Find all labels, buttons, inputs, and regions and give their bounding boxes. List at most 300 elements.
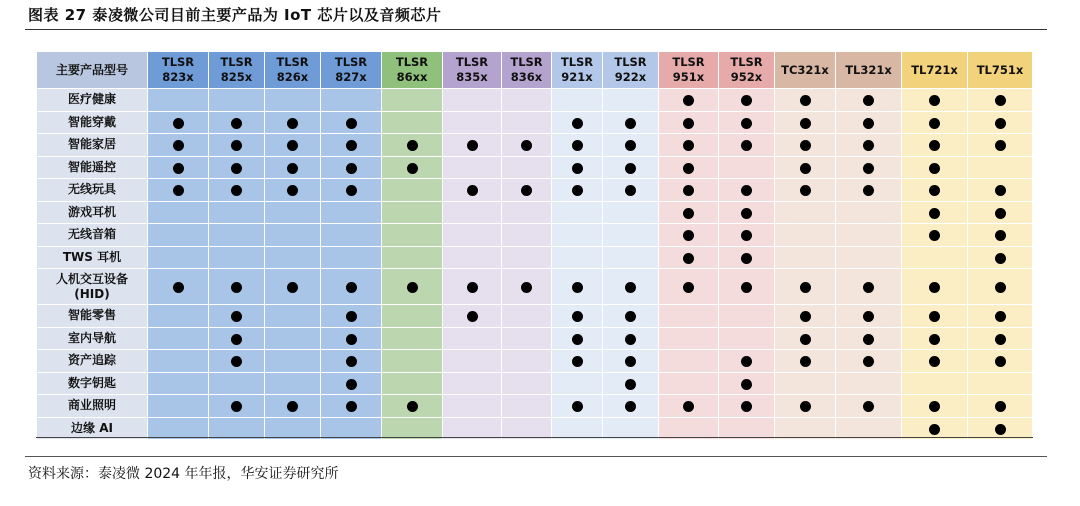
table-row	[37, 305, 1033, 328]
supported-dot-icon	[683, 95, 694, 106]
supported-dot-icon	[231, 140, 242, 151]
supported-dot-icon	[346, 401, 357, 412]
supported-dot-icon	[995, 118, 1006, 129]
supported-dot-icon	[287, 118, 298, 129]
supported-dot-icon	[929, 230, 940, 241]
table-cell	[265, 269, 321, 305]
supported-dot-icon	[929, 401, 940, 412]
table-cell	[382, 111, 443, 134]
supported-dot-icon	[572, 311, 583, 322]
table-cell	[552, 134, 603, 157]
supported-dot-icon	[800, 401, 811, 412]
table-cell	[836, 246, 902, 269]
column-header: TLSR 826x	[265, 52, 321, 89]
column-header: TL751x	[968, 52, 1033, 89]
table-cell	[321, 372, 382, 395]
table-cell	[659, 246, 719, 269]
table-cell	[719, 327, 775, 350]
table-cell	[659, 372, 719, 395]
column-header: TLSR 835x	[443, 52, 502, 89]
table-cell	[265, 395, 321, 418]
table-cell	[659, 89, 719, 112]
row-label: 人机交互设备 (HID)	[37, 269, 148, 305]
table-cell	[719, 111, 775, 134]
table-cell	[502, 156, 552, 179]
table-cell	[502, 305, 552, 328]
supported-dot-icon	[231, 282, 242, 293]
row-label: 室内导航	[37, 327, 148, 350]
table-cell	[775, 156, 836, 179]
supported-dot-icon	[407, 282, 418, 293]
column-header: TLSR 952x	[719, 52, 775, 89]
table-row	[37, 111, 1033, 134]
column-header: TC321x	[775, 52, 836, 89]
column-header: TLSR 827x	[321, 52, 382, 89]
table-cell	[265, 246, 321, 269]
table-cell	[968, 111, 1033, 134]
supported-dot-icon	[929, 118, 940, 129]
supported-dot-icon	[800, 140, 811, 151]
supported-dot-icon	[467, 311, 478, 322]
table-cell	[659, 111, 719, 134]
supported-dot-icon	[346, 379, 357, 390]
table-cell	[836, 327, 902, 350]
table-cell	[148, 134, 209, 157]
column-header: TLSR 921x	[552, 52, 603, 89]
supported-dot-icon	[995, 311, 1006, 322]
supported-dot-icon	[521, 185, 532, 196]
table-cell	[968, 156, 1033, 179]
table-cell	[321, 89, 382, 112]
supported-dot-icon	[467, 185, 478, 196]
supported-dot-icon	[741, 140, 752, 151]
supported-dot-icon	[683, 118, 694, 129]
table-cell	[148, 269, 209, 305]
table-cell	[382, 201, 443, 224]
supported-dot-icon	[625, 282, 636, 293]
table-cell	[719, 179, 775, 202]
supported-dot-icon	[683, 282, 694, 293]
supported-dot-icon	[863, 334, 874, 345]
table-cell	[968, 269, 1033, 305]
supported-dot-icon	[995, 356, 1006, 367]
table-cell	[209, 134, 265, 157]
table-cell	[382, 269, 443, 305]
table-cell	[209, 179, 265, 202]
supported-dot-icon	[625, 185, 636, 196]
supported-dot-icon	[741, 230, 752, 241]
table-cell	[148, 372, 209, 395]
column-header: TLSR 86xx	[382, 52, 443, 89]
table-cell	[719, 372, 775, 395]
table-cell	[719, 305, 775, 328]
table-cell	[603, 246, 659, 269]
supported-dot-icon	[800, 356, 811, 367]
table-cell	[148, 111, 209, 134]
supported-dot-icon	[995, 401, 1006, 412]
table-cell	[603, 111, 659, 134]
row-label: 无线音箱	[37, 224, 148, 247]
table-cell	[382, 89, 443, 112]
supported-dot-icon	[231, 401, 242, 412]
supported-dot-icon	[625, 311, 636, 322]
table-cell	[443, 269, 502, 305]
supported-dot-icon	[741, 401, 752, 412]
table-cell	[443, 372, 502, 395]
column-header: TLSR 823x	[148, 52, 209, 89]
table-cell	[209, 372, 265, 395]
table-cell	[502, 372, 552, 395]
supported-dot-icon	[407, 401, 418, 412]
table-cell	[603, 156, 659, 179]
table-cell	[209, 246, 265, 269]
table-cell	[148, 350, 209, 373]
supported-dot-icon	[863, 140, 874, 151]
table-cell	[775, 134, 836, 157]
title-rule	[25, 29, 1047, 30]
supported-dot-icon	[346, 311, 357, 322]
table-cell	[443, 179, 502, 202]
supported-dot-icon	[521, 140, 532, 151]
table-cell	[968, 395, 1033, 418]
table-cell	[902, 89, 968, 112]
supported-dot-icon	[173, 140, 184, 151]
row-label: 医疗健康	[37, 89, 148, 112]
table-cell	[321, 224, 382, 247]
table-cell	[321, 179, 382, 202]
table-cell	[719, 350, 775, 373]
supported-dot-icon	[995, 253, 1006, 264]
supported-dot-icon	[863, 401, 874, 412]
table-cell	[603, 305, 659, 328]
table-cell	[775, 269, 836, 305]
table-cell	[719, 134, 775, 157]
row-label: 游戏耳机	[37, 201, 148, 224]
table-cell	[265, 179, 321, 202]
supported-dot-icon	[625, 140, 636, 151]
row-label: 边缘 AI	[37, 417, 148, 440]
table-cell	[659, 134, 719, 157]
supported-dot-icon	[231, 334, 242, 345]
row-label: 数字钥匙	[37, 372, 148, 395]
table-row	[37, 372, 1033, 395]
supported-dot-icon	[346, 185, 357, 196]
table-cell	[552, 89, 603, 112]
table-cell	[552, 201, 603, 224]
supported-dot-icon	[683, 208, 694, 219]
supported-dot-icon	[346, 118, 357, 129]
table-cell	[502, 327, 552, 350]
supported-dot-icon	[572, 356, 583, 367]
table-cell	[209, 156, 265, 179]
table-cell	[603, 134, 659, 157]
table-cell	[443, 305, 502, 328]
table-cell	[321, 201, 382, 224]
supported-dot-icon	[741, 95, 752, 106]
supported-dot-icon	[231, 118, 242, 129]
table-cell	[209, 305, 265, 328]
table-cell	[659, 179, 719, 202]
table-cell	[209, 111, 265, 134]
row-label: 智能穿戴	[37, 111, 148, 134]
table-cell	[502, 269, 552, 305]
supported-dot-icon	[929, 356, 940, 367]
table-cell	[603, 350, 659, 373]
table-cell	[321, 111, 382, 134]
table-cell	[603, 269, 659, 305]
supported-dot-icon	[995, 424, 1006, 435]
supported-dot-icon	[929, 163, 940, 174]
table-cell	[902, 395, 968, 418]
supported-dot-icon	[800, 118, 811, 129]
table-cell	[902, 134, 968, 157]
table-cell	[775, 179, 836, 202]
table-cell	[443, 395, 502, 418]
table-cell	[552, 156, 603, 179]
table-cell	[209, 327, 265, 350]
table-cell	[552, 111, 603, 134]
table-cell	[148, 224, 209, 247]
table-cell	[775, 305, 836, 328]
table-cell	[443, 89, 502, 112]
table-cell	[552, 372, 603, 395]
table-cell	[902, 246, 968, 269]
supported-dot-icon	[929, 208, 940, 219]
supported-dot-icon	[863, 95, 874, 106]
product-application-table	[36, 51, 1033, 440]
table-cell	[603, 224, 659, 247]
supported-dot-icon	[572, 163, 583, 174]
table-row	[37, 201, 1033, 224]
supported-dot-icon	[346, 356, 357, 367]
supported-dot-icon	[741, 185, 752, 196]
table-cell	[902, 327, 968, 350]
table-cell	[321, 305, 382, 328]
table-cell	[265, 89, 321, 112]
column-header: TLSR 922x	[603, 52, 659, 89]
table-cell	[443, 246, 502, 269]
supported-dot-icon	[683, 163, 694, 174]
table-cell	[719, 89, 775, 112]
table-cell	[382, 156, 443, 179]
table-cell	[321, 269, 382, 305]
supported-dot-icon	[929, 424, 940, 435]
table-cell	[659, 350, 719, 373]
table-header-row	[37, 52, 1033, 89]
supported-dot-icon	[625, 163, 636, 174]
supported-dot-icon	[929, 95, 940, 106]
table-cell	[659, 201, 719, 224]
table-cell	[502, 395, 552, 418]
supported-dot-icon	[929, 282, 940, 293]
supported-dot-icon	[572, 185, 583, 196]
table-cell	[502, 111, 552, 134]
table-cell	[502, 179, 552, 202]
table-cell	[209, 395, 265, 418]
table-cell	[443, 224, 502, 247]
supported-dot-icon	[572, 401, 583, 412]
table-cell	[552, 350, 603, 373]
table-cell	[719, 269, 775, 305]
supported-dot-icon	[741, 253, 752, 264]
column-header: TLSR 825x	[209, 52, 265, 89]
table-cell	[502, 350, 552, 373]
table-cell	[836, 372, 902, 395]
table-cell	[836, 269, 902, 305]
table-cell	[443, 156, 502, 179]
supported-dot-icon	[863, 163, 874, 174]
table-cell	[775, 201, 836, 224]
supported-dot-icon	[572, 140, 583, 151]
supported-dot-icon	[929, 334, 940, 345]
table-cell	[902, 269, 968, 305]
supported-dot-icon	[173, 163, 184, 174]
row-label: 无线玩具	[37, 179, 148, 202]
supported-dot-icon	[683, 185, 694, 196]
table-cell	[443, 201, 502, 224]
supported-dot-icon	[521, 282, 532, 293]
table-cell	[209, 201, 265, 224]
table-cell	[902, 305, 968, 328]
supported-dot-icon	[683, 401, 694, 412]
table-cell	[443, 327, 502, 350]
table-cell	[968, 327, 1033, 350]
table-row	[37, 89, 1033, 112]
table-cell	[775, 327, 836, 350]
column-header: TL721x	[902, 52, 968, 89]
table-cell	[775, 372, 836, 395]
table-cell	[836, 350, 902, 373]
supported-dot-icon	[929, 140, 940, 151]
table-cell	[382, 134, 443, 157]
supported-dot-icon	[173, 185, 184, 196]
supported-dot-icon	[800, 163, 811, 174]
table-cell	[775, 224, 836, 247]
table-cell	[148, 156, 209, 179]
table-cell	[443, 350, 502, 373]
table-cell	[902, 201, 968, 224]
supported-dot-icon	[800, 95, 811, 106]
supported-dot-icon	[625, 379, 636, 390]
supported-dot-icon	[995, 140, 1006, 151]
table-cell	[552, 246, 603, 269]
table-cell	[603, 201, 659, 224]
table-cell	[719, 201, 775, 224]
supported-dot-icon	[346, 140, 357, 151]
supported-dot-icon	[572, 118, 583, 129]
supported-dot-icon	[625, 356, 636, 367]
table-cell	[968, 179, 1033, 202]
table-cell	[148, 246, 209, 269]
supported-dot-icon	[231, 311, 242, 322]
supported-dot-icon	[995, 230, 1006, 241]
supported-dot-icon	[407, 140, 418, 151]
table-cell	[148, 179, 209, 202]
row-label: 智能零售	[37, 305, 148, 328]
table-row	[37, 246, 1033, 269]
row-label: 资产追踪	[37, 350, 148, 373]
table-cell	[382, 327, 443, 350]
supported-dot-icon	[995, 95, 1006, 106]
supported-dot-icon	[995, 208, 1006, 219]
table-cell	[968, 134, 1033, 157]
table-cell	[321, 134, 382, 157]
supported-dot-icon	[863, 311, 874, 322]
table-row	[37, 327, 1033, 350]
supported-dot-icon	[683, 230, 694, 241]
table-cell	[265, 134, 321, 157]
table-cell	[719, 246, 775, 269]
table-row	[37, 395, 1033, 418]
table-cell	[968, 350, 1033, 373]
table-cell	[265, 201, 321, 224]
table-cell	[836, 156, 902, 179]
table-cell	[265, 156, 321, 179]
table-cell	[502, 201, 552, 224]
supported-dot-icon	[467, 282, 478, 293]
supported-dot-icon	[863, 356, 874, 367]
table-cell	[321, 246, 382, 269]
supported-dot-icon	[929, 311, 940, 322]
table-cell	[209, 350, 265, 373]
table-cell	[502, 134, 552, 157]
supported-dot-icon	[995, 282, 1006, 293]
table-cell	[552, 327, 603, 350]
table-cell	[443, 134, 502, 157]
table-cell	[321, 350, 382, 373]
supported-dot-icon	[741, 356, 752, 367]
row-label: 智能家居	[37, 134, 148, 157]
supported-dot-icon	[800, 282, 811, 293]
table-cell	[968, 89, 1033, 112]
supported-dot-icon	[683, 140, 694, 151]
table-cell	[603, 395, 659, 418]
supported-dot-icon	[287, 140, 298, 151]
supported-dot-icon	[625, 118, 636, 129]
table-row	[37, 134, 1033, 157]
table-row	[37, 156, 1033, 179]
table-cell	[552, 395, 603, 418]
table-cell	[659, 395, 719, 418]
table-cell	[902, 111, 968, 134]
supported-dot-icon	[683, 253, 694, 264]
table-cell	[603, 372, 659, 395]
supported-dot-icon	[741, 379, 752, 390]
table-cell	[836, 179, 902, 202]
table-cell	[902, 179, 968, 202]
table-cell	[321, 327, 382, 350]
supported-dot-icon	[572, 334, 583, 345]
supported-dot-icon	[863, 282, 874, 293]
table-cell	[902, 224, 968, 247]
table-cell	[443, 111, 502, 134]
source-rule	[25, 456, 1047, 457]
supported-dot-icon	[800, 334, 811, 345]
supported-dot-icon	[863, 185, 874, 196]
row-label: TWS 耳机	[37, 246, 148, 269]
table-cell	[265, 327, 321, 350]
table-cell	[719, 395, 775, 418]
supported-dot-icon	[287, 282, 298, 293]
table-cell	[148, 305, 209, 328]
table-row	[37, 224, 1033, 247]
table-cell	[148, 395, 209, 418]
table-cell	[382, 372, 443, 395]
supported-dot-icon	[287, 401, 298, 412]
supported-dot-icon	[741, 208, 752, 219]
supported-dot-icon	[800, 311, 811, 322]
table-cell	[659, 224, 719, 247]
